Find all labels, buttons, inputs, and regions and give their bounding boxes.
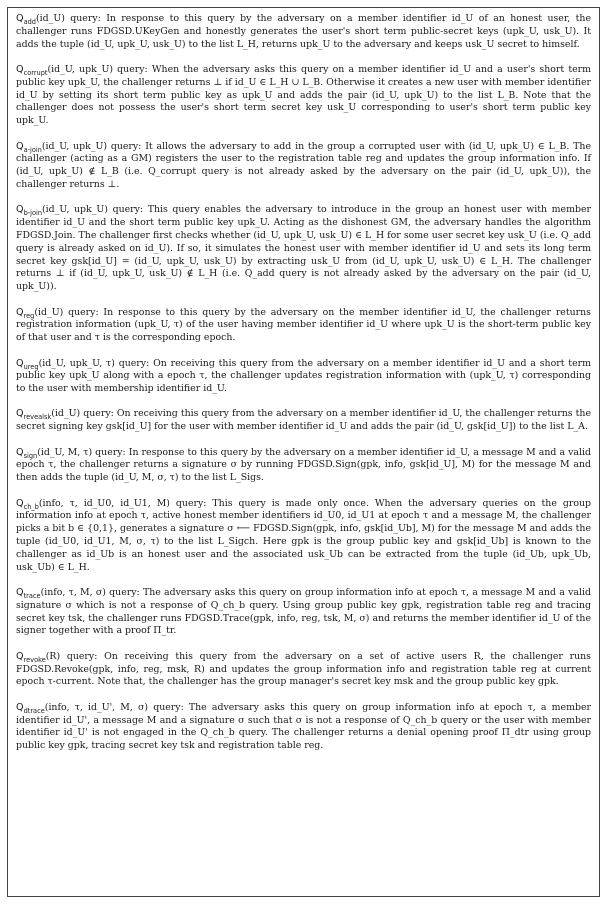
query-name: $Q_{sign}$	[16, 446, 38, 460]
query-name: $Q_{revealsk}$	[16, 408, 52, 422]
query-description: The adversary asks this query on group information info at epoch τ, a member identifier id_U', a message M and a signature σ such that σ is not a response of Q_ch_b query or the user with member identifier id_U' is not engaged in the Q_ch_b query. The challenger returns a denial opening proof Π_dtr using group public key gpk, tracing secret key tsk and registration table reg.	[16, 701, 591, 752]
query-name: $Q_{reg}$	[16, 306, 35, 320]
query-corrupt	[16, 64, 591, 128]
query-dtrace	[16, 702, 591, 753]
query-description: In response to this query by the adversary on the member identifier id_U, the challenger returns registration information (upk_U, τ) of the user having member identifier id_U where upk_U is the short-term public key of that user and τ is the corresponding epoch.	[16, 306, 591, 344]
query-name: $Q_{revoke}$	[16, 650, 46, 664]
query-description: In response to this query by the adversary on a member identifier id_U of an honest user, the challenger runs FDGSD.UKeyGen and honestly generates the user's short term public-secret keys (upk_U, usk_U). It adds the tuple (id_U, upk_U, usk_U) to the list L_H, returns upk_U to the adversary and keeps usk_U secret to himself.	[16, 13, 591, 50]
query-definitions-box	[7, 7, 600, 897]
query-description: This query is made only once. When the adversary queries on the group information info at epoch τ, active honest member identifiers id_U0, id_U1 at epoch τ and a message M, the challenger picks a bit b ∈ {0,1}, generates a signature σ ⟵ FDGSD.Sign(gpk, info, gsk[id_Ub], M) for the message M and adds the tuple (id_U0, id_U1, M, σ, τ) to the list L_Sigch. Here gpk is the group public key and gsk[id_Ub] is known to the challenger as id_Ub is an honest user and the associated usk_Ub can be extracted from the tuple (id_Ub, upk_Ub, usk_Ub) ∈ L_H.	[16, 497, 591, 573]
query-b-join	[16, 204, 591, 294]
query-description: This query enables the adversary to introduce in the group an honest user with member identifier id_U and the short term public key upk_U. Acting as the dishonest GM, the adversary handles the algorithm FDGSD.Join. The challenger first checks whether (id_U, upk_U, usk_U) ∈ L_H for some user secret key usk_U (i.e. Q_add query is already asked on id_U). If so, it simulates the honest user with member identifier id_U and sets its long term secret key gsk[id_U] = (id_U, upk_U, usk_U) by extracting usk_U from (id_U, upk_U, usk_U) ∈ L_H. The challenger returns ⊥ if (id_U, upk_U, usk_U) ∉ L_H (i.e. Q_add query is not already asked by the adversary on the pair (id_U, upk_U)).	[16, 204, 591, 293]
query-name: $Q_{a-join}$	[16, 140, 42, 154]
query-add	[16, 13, 591, 51]
query-revoke	[16, 651, 591, 689]
query-args: (id_U, M, τ) query:	[37, 446, 126, 458]
query-ureg	[16, 358, 591, 396]
query-args: (id_U, upk_U) query:	[41, 140, 142, 152]
query-reg	[16, 307, 591, 345]
query-challenge	[16, 498, 591, 575]
query-description: On receiving this query from the adversary on a member identifier id_U and a short term public key upk_U along with a epoch τ, the challenger updates registration information with (upk_U, τ) corresponding to the user with membership identifier id_U.	[16, 357, 591, 395]
query-description: It allows the adversary to add in the group a corrupted user with (id_U, upk_U) ∈ L_B. The challenger (acting as a GM) registers the user to the registration table reg and updates the group information info. If (id_U, upk_U) ∉ L_B (i.e. Q_corrupt query is not already asked by the adversary on the pair (id_U, upk_U)), the challenger returns ⊥.	[16, 140, 591, 190]
query-description: When the adversary asks this query on a member identifier id_U and a user's short term public key upk_U, the challenger returns ⊥ if id_U ∈ L_H ∪ L_B. Otherwise it creates a new user with member identifier id_U by setting its short term public key as upk_U and adds the pair (id_U, upk_U) to the list L_B. Note that the challenger does not possess the user's short term secret key usk_U corresponding to user's short term public key upk_U.	[16, 63, 591, 127]
query-description: On receiving this query from the adversary on a member identifier id_U, the challenger returns the secret signing key gsk[id_U] for the user with member identifier id_U and adds the pair (id_U, gsk[id_U]) to the list L_A.	[16, 408, 591, 433]
query-args: (id_U) query:	[51, 408, 114, 420]
query-description: On receiving this query from the adversary on a set of active users R, the challenger runs FDGSD.Revoke(gpk, info, reg, msk, R) and updates the group information info and registration table reg at current epoch τ-current. Note that, the challenger has the group manager's secret key msk and the group public key gpk.	[16, 650, 591, 688]
query-trace	[16, 587, 591, 638]
query-a-join	[16, 141, 591, 192]
query-args: (id_U, upk_U) query:	[47, 63, 148, 75]
query-args: (id_U, upk_U) query:	[42, 204, 144, 216]
query-revealsk	[16, 408, 591, 434]
query-args: (info, τ, id_U0, id_U1, M) query:	[38, 497, 207, 509]
query-description: In response to this query by the adversary on a member identifier id_U, a message M and a valid epoch τ, the challenger returns a signature σ by running FDGSD.Sign(gpk, info, gsk[id_U], M) for the message M and then adds the tuple (id_U, M, σ, τ) to the list L_Sigs.	[16, 446, 591, 484]
query-name: $Q_{add}$	[16, 13, 36, 26]
query-args: (R) query:	[45, 650, 98, 662]
query-name: $Q_{corrupt}$	[16, 63, 48, 77]
query-args: (id_U) query:	[34, 306, 99, 318]
query-name: $Q_{trace}$	[16, 587, 41, 600]
query-args: (info, τ, id_U', M, σ) query:	[44, 701, 184, 713]
query-sign	[16, 447, 591, 485]
query-name: $Q_{ureg}$	[16, 357, 39, 371]
query-description: The adversary asks this query on group information info at epoch τ, a message M and a valid signature σ which is not a response of Q_ch_b query. Using group public key gpk, registration table reg and tracing secret key tsk, the challenger runs FDGSD.Trace(gpk, info, reg, tsk, M, σ) and returns the member identifier id_U of the signer together with a proof Π_tr.	[16, 587, 591, 637]
query-name: $Q_{dtrace}$	[16, 701, 45, 715]
query-args: (id_U, upk_U, τ) query:	[38, 357, 150, 369]
query-args: (id_U) query:	[35, 13, 101, 24]
query-name: $Q_{ch\_b}$	[16, 497, 39, 511]
query-args: (info, τ, M, σ) query:	[40, 587, 140, 599]
query-name: $Q_{b-join}$	[16, 204, 43, 218]
